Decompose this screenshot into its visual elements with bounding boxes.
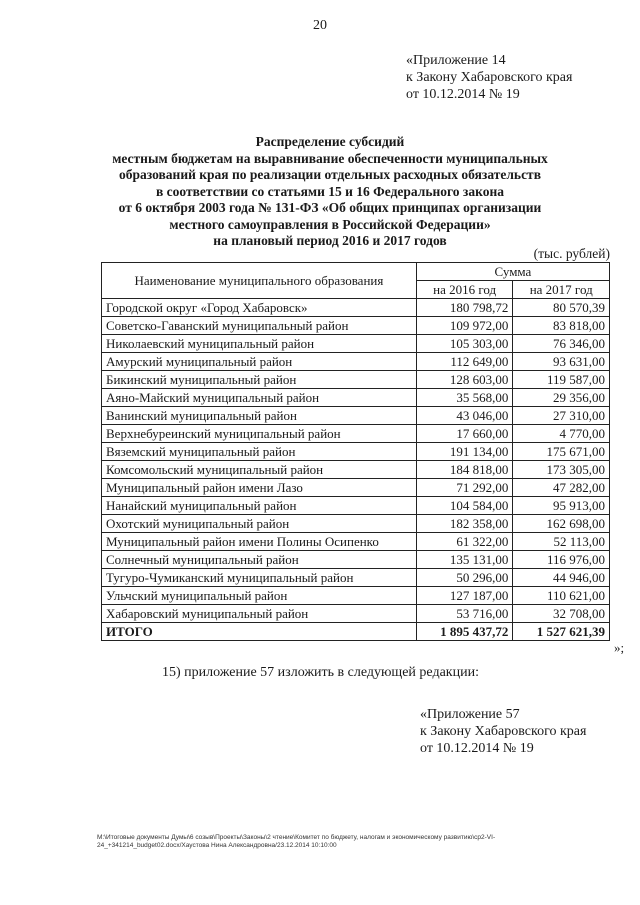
table-body [102,299,610,641]
value-2016: 1 895 437,72 [416,623,513,641]
header-2017: на 2017 год [513,281,610,299]
table-row [102,407,610,425]
appendix-14-reference [406,52,572,103]
table-row [102,371,610,389]
value-2016: 127 187,00 [416,587,513,605]
appendix-line: от 10.12.2014 № 19 [406,87,520,102]
municipality-name: ИТОГО [102,623,417,641]
value-2017: 4 770,00 [513,425,610,443]
municipality-name: Тугуро-Чумиканский муниципальный район [102,569,417,587]
municipality-name: Охотский муниципальный район [102,515,417,533]
title-line: Распределение субсидий [255,134,405,149]
municipality-name: Бикинский муниципальный район [102,371,417,389]
document-title [70,134,590,250]
table-row [102,443,610,461]
value-2016: 61 322,00 [416,533,513,551]
table-row [102,587,610,605]
table-row [102,569,610,587]
value-2016: 35 568,00 [416,389,513,407]
municipality-name: Вяземский муниципальный район [102,443,417,461]
value-2017: 29 356,00 [513,389,610,407]
value-2016: 50 296,00 [416,569,513,587]
value-2016: 128 603,00 [416,371,513,389]
municipality-name: Николаевский муниципальный район [102,335,417,353]
title-line: местным бюджетам на выравнивание обеспеченности муниципальных [112,150,548,166]
value-2017: 32 708,00 [513,605,610,623]
value-2017: 95 913,00 [513,497,610,515]
value-2016: 17 660,00 [416,425,513,443]
title-line: в соответствии со статьями 15 и 16 Федерального закона [156,183,504,199]
municipality-name: Амурский муниципальный район [102,353,417,371]
value-2017: 52 113,00 [513,533,610,551]
municipality-name: Ульчский муниципальный район [102,587,417,605]
value-2016: 135 131,00 [416,551,513,569]
table-row [102,497,610,515]
footer-line: 24_+341214_budget02.docx/Хаустова Нина Александровна/23.12.2014 10:10:00 [97,842,337,849]
municipality-name: Муниципальный район имени Лазо [102,479,417,497]
table-row [102,353,610,371]
value-2016: 182 358,00 [416,515,513,533]
value-2017: 83 818,00 [513,317,610,335]
page-number: 20 [313,18,327,33]
title-line: местного самоуправления в Российской Федерации» [169,216,491,232]
total-suffix: »; [614,640,625,655]
municipality-name: Комсомольский муниципальный район [102,461,417,479]
value-2016: 184 818,00 [416,461,513,479]
value-2016: 71 292,00 [416,479,513,497]
value-2017: 1 527 621,39 [513,623,610,641]
municipality-name: Ванинский муниципальный район [102,407,417,425]
value-2016: 109 972,00 [416,317,513,335]
value-2016: 105 303,00 [416,335,513,353]
appendix-line: «Приложение 14 [406,53,506,68]
value-2017: 80 570,39 [513,299,610,317]
value-2016: 43 046,00 [416,407,513,425]
table-row [102,425,610,443]
value-2017: 119 587,00 [513,371,610,389]
table-row [102,605,610,623]
subsidies-table [101,262,610,641]
table-row [102,479,610,497]
table-row [102,299,610,317]
table-row [102,389,610,407]
value-2017: 76 346,00 [513,335,610,353]
appendix-line: «Приложение 57 [420,707,520,722]
header-2016: на 2016 год [416,281,513,299]
municipality-name: Хабаровский муниципальный район [102,605,417,623]
table-row [102,515,610,533]
header-sum: Сумма [416,263,609,281]
footer-line: M:\Итоговые документы Думы\6 созыв\Проекты\Законы\2 чтение\Комитет по бюджету, налогам и экономическому развитию\ср2-VI- [97,834,496,841]
table-row [102,533,610,551]
table-row [102,461,610,479]
total-row [102,623,610,641]
municipality-name: Верхнебуреинский муниципальный район [102,425,417,443]
value-2017: 44 946,00 [513,569,610,587]
value-2017: 162 698,00 [513,515,610,533]
instruction-text: 15) приложение 57 изложить в следующей редакции: [162,665,479,680]
appendix-57-reference [420,706,586,757]
value-2017: 175 671,00 [513,443,610,461]
value-2017: 173 305,00 [513,461,610,479]
value-2016: 180 798,72 [416,299,513,317]
municipality-name: Муниципальный район имени Полины Осипенко [102,533,417,551]
value-2016: 112 649,00 [416,353,513,371]
value-2017: 116 976,00 [513,551,610,569]
municipality-name: Городской округ «Город Хабаровск» [102,299,417,317]
value-2017: 27 310,00 [513,407,610,425]
appendix-line: от 10.12.2014 № 19 [420,741,534,756]
appendix-line: к Закону Хабаровского края [420,724,587,739]
table-row [102,335,610,353]
units-label: (тыс. рублей) [533,246,610,261]
value-2017: 93 631,00 [513,353,610,371]
title-line: на плановый период 2016 и 2017 годов [213,233,447,248]
value-2016: 191 134,00 [416,443,513,461]
table-row [102,551,610,569]
municipality-name: Советско-Гаванский муниципальный район [102,317,417,335]
header-name: Наименование муниципального образования [102,263,417,299]
file-path-footer [97,834,617,850]
table-row [102,317,610,335]
value-2017: 47 282,00 [513,479,610,497]
municipality-name: Нанайский муниципальный район [102,497,417,515]
value-2017: 110 621,00 [513,587,610,605]
value-2016: 104 584,00 [416,497,513,515]
title-line: от 6 октября 2003 года № 131-ФЗ «Об общих принципах организации [118,200,542,215]
municipality-name: Солнечный муниципальный район [102,551,417,569]
appendix-line: к Закону Хабаровского края [406,70,573,85]
municipality-name: Аяно-Майский муниципальный район [102,389,417,407]
value-2016: 53 716,00 [416,605,513,623]
title-line: образований края по реализации отдельных расходных обязательств [119,167,541,182]
